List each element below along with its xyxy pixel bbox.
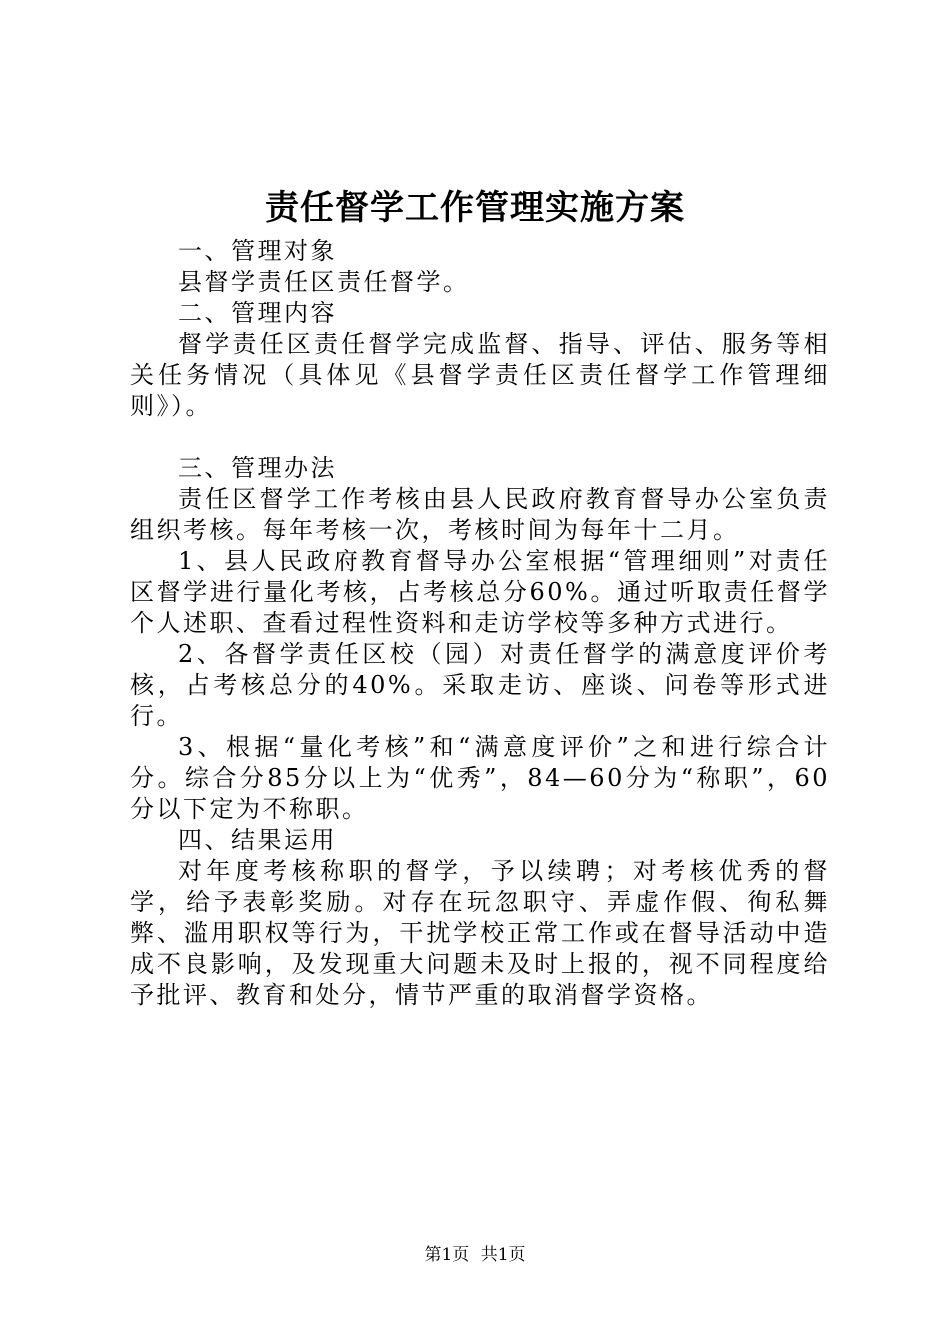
paragraph-gap [130,422,830,453]
page-footer [0,1243,950,1267]
section-1-text: 县督学责任区责任督学。 [178,268,470,296]
section-2-heading: 二、管理内容 [178,299,337,327]
section-4-heading: 四、结果运用 [178,826,337,854]
section-2-text: 督学责任区责任督学完成监督、指导、评估、服务等相关任务情况（具体见《县督学责任区责任督学工作管理细则》）。 [130,330,830,420]
document-title: 责任督学工作管理实施方案 [265,188,685,228]
section-3-item-3: 3、根据“量化考核”和“满意度评价”之和进行综合计分。综合分85分以上为“优秀”，84—60分为“称职”，60分以下定为不称职。 [130,733,830,823]
section-3-heading: 三、管理办法 [178,454,337,482]
section-3-item-2: 2、各督学责任区校（园）对责任督学的满意度评价考核，占考核总分的40%。采取走访、座谈、问卷等形式进行。 [130,640,830,730]
section-1-heading: 一、管理对象 [178,237,337,265]
section-3-item-1: 1、县人民政府教育督导办公室根据“管理细则”对责任区督学进行量化考核，占考核总分60%。通过听取责任督学个人述职、查看过程性资料和走访学校等多种方式进行。 [130,547,830,637]
page-total: 共1页 [480,1245,526,1265]
section-3-intro: 责任区督学工作考核由县人民政府教育督导办公室负责组织考核。每年考核一次，考核时间为每年十二月。 [130,485,830,544]
document-body [130,236,830,1011]
section-4-text: 对年度考核称职的督学，予以续聘；对考核优秀的督学，给予表彰奖励。对存在玩忽职守、弄虚作假、徇私舞弊、滥用职权等行为，干扰学校正常工作或在督导活动中造成不良影响，及发现重大问题未及时上报的，视不同程度给予批评、教育和处分，情节严重的取消督学资格。 [130,857,830,1009]
page-number: 第1页 [424,1245,470,1265]
